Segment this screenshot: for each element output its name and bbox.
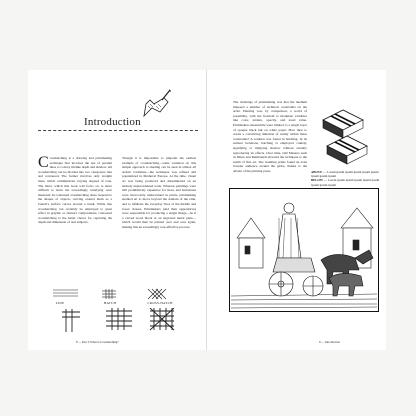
right-column (233, 100, 307, 174)
page-title: Introduction (84, 116, 141, 128)
hatched-shape-bottom (327, 136, 367, 164)
label-line: LINE (55, 301, 65, 305)
figure-caption (311, 170, 381, 187)
label-cross-hatch: CROSS-HATCH (147, 301, 173, 305)
right-folio: 9 — Introduction (319, 340, 340, 344)
hatch-grid-samples (46, 308, 186, 334)
intro-column-1 (38, 156, 112, 225)
dashed-divider (38, 130, 198, 131)
caption-below: BELOW — Lorem ipsum ipsum ipsum ipsum ipsum ipsum ipsum ipsum (311, 178, 380, 187)
line-sample (53, 290, 78, 296)
woodcut-illustration (229, 188, 379, 312)
grid-sample-3 (150, 308, 174, 330)
intro-column-2 (122, 156, 196, 230)
right-page (207, 70, 386, 350)
left-folio: 8 — Part I: What is Crosshatching? (76, 340, 119, 344)
hatching-samples (48, 287, 188, 301)
drawing-hand-icon (140, 88, 172, 120)
hatched-shapes-illustration (317, 106, 377, 166)
right-text: The challenge of printmaking was that the medium imposed a number of technical constraints on the artist. Painting was, by comparison, a world of possibility, with the freedom to modulate variables like color, texture, opacity, and tonal value. Printmakers meanwhile were limited to a single layer of opaque black ink on white paper. How then to create a convincing imitation of reality within these constraints? A solution was found in hatching. In its earliest iterations, hatching is employed crudely, signifying or implying shadow without actually reproducing its effects. Over time, Old Masters such as Dürer and Rembrandt elevated the technique to the realm of fine art. The resulting prints found an even broader audience around the globe, thanks to the advent of the printing press. (233, 100, 307, 173)
grid-sample-1 (62, 309, 80, 332)
hatch-sample (102, 289, 116, 299)
grid-sample-2 (106, 308, 132, 330)
hatched-shape-top (323, 110, 363, 138)
left-page (28, 70, 207, 350)
cross-hatch-sample (148, 289, 166, 299)
label-hatch: HATCH (103, 301, 117, 305)
intro-text-1: rosshatching is a drawing and printmaking technique that involves the use of parallel lines to convey lifelike depth and shadow. All crosshatching can be divided into two categories: line and contoured. The former involves only straight lines, which communicate varying degrees of tone. The latter, which this book will focus on, is more difficult to learn but exceedingly satisfying once mastered. In contoured crosshatching, lines respond to the shapes of objects, curving around them as a branch's surface curves around a trunk. While line crosshatching can certainly be employed to great effect in graphic or abstract compositions, contoured crosshatching is the better choice for capturing the depth and dimension of real subjects. (38, 156, 112, 225)
intro-text-2: Though it is impossible to pinpoint the earliest example of crosshatching—some variation on this simple approach to shading can be seen in almost all artistic traditions—the technique was refined and popularized in Medieval Europe. At the time, visual art was being produced and disseminated on an entirely unprecedented scale. Whereas paintings were still prohibitively expensive for most, and barbarians were irrevocably undervalued in prints, printmaking enabled art to move beyond the domain of the elite, and to infiltrate the everyday lives of the middle and lower classes. Printmakers (and their apprentices) were responsible for producing a single image—be it a carved wood block or an engraved metal plate—which would then be printed over and over again, making this an exceedingly cost-effective process. (122, 156, 196, 229)
drop-cap: C (38, 154, 49, 171)
caption-above: ABOVE — Lorem ipsum ipsum ipsum ipsum ipsum ipsum ipsum ipsum (311, 170, 379, 179)
